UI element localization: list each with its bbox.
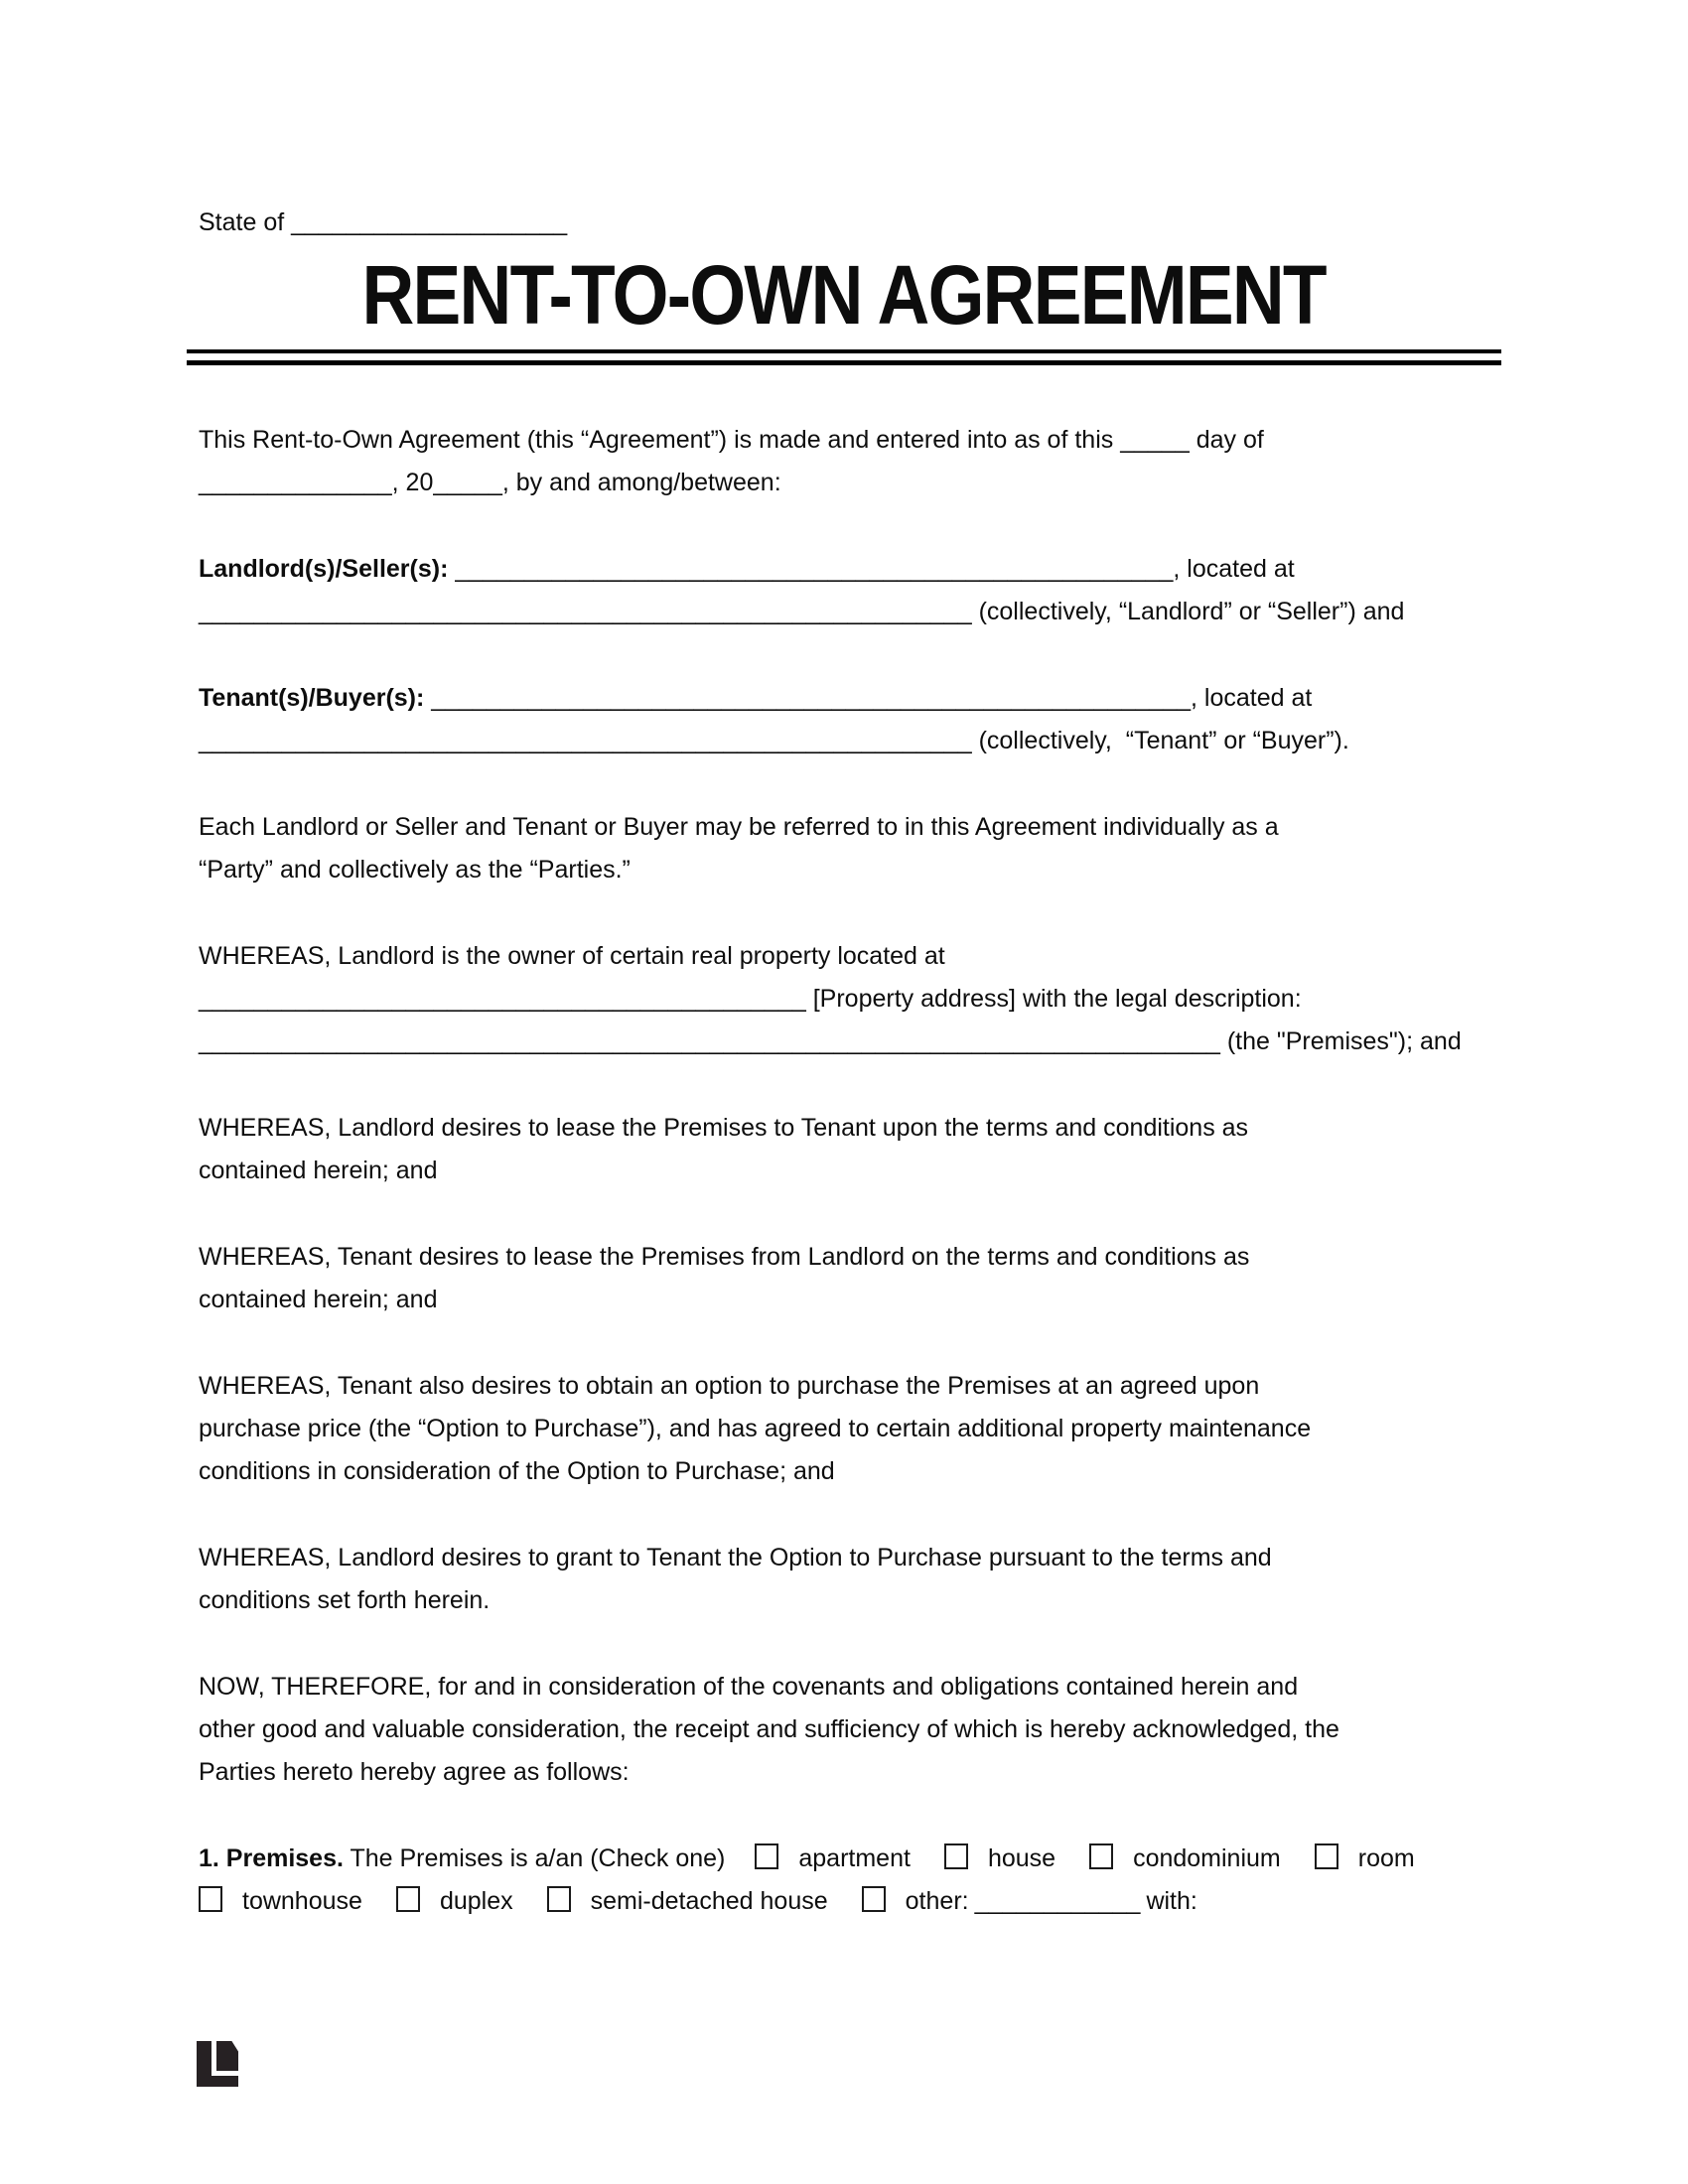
option-house (944, 1844, 1055, 1872)
now-therefore-line-1: NOW, THEREFORE, for and in consideration of the covenants and obligations contained herein and (199, 1673, 1299, 1701)
tenant-address-blank-field[interactable]: ________________________________________________________ (199, 727, 972, 754)
tenant-line-1 (199, 677, 1489, 720)
checkbox-room-icon[interactable] (1315, 1843, 1338, 1869)
whereas-option-line-1: WHEREAS, Tenant also desires to obtain an option to purchase the Premises at an agreed upon (199, 1372, 1260, 1400)
checkbox-condominium-icon[interactable] (1089, 1843, 1113, 1869)
landlord-located-text: , located at (1173, 555, 1295, 583)
option-condominium-label: condominium (1133, 1844, 1281, 1872)
premises-line-1 (199, 1838, 1489, 1880)
document-title-text: RENT-TO-OWN AGREEMENT (361, 248, 1327, 341)
premises-line-2 (199, 1880, 1489, 1923)
landlord-address-blank-field[interactable]: ________________________________________________________ (199, 598, 972, 625)
legal-templates-logo (197, 2041, 238, 2087)
title-rule (187, 349, 1501, 365)
month-blank-field[interactable]: ______________ (199, 469, 392, 496)
parties-line-2: “Party” and collectively as the “Parties.” (199, 856, 631, 884)
option-duplex-label: duplex (439, 1887, 513, 1915)
whereas-landlord-lease-line-2: contained herein; and (199, 1157, 438, 1184)
now-therefore-line-2: other good and valuable consideration, the receipt and sufficiency of which is hereby acknowledged, the (199, 1715, 1339, 1743)
tenant-paragraph (199, 677, 1489, 762)
option-duplex (396, 1887, 513, 1915)
legal-description-blank-field[interactable]: __________________________________________________________________________ (199, 1027, 1220, 1055)
option-room (1315, 1844, 1415, 1872)
whereas-grant-line-1: WHEREAS, Landlord desires to grant to Tenant the Option to Purchase pursuant to the terms and (199, 1544, 1272, 1571)
option-room-label: room (1357, 1844, 1415, 1872)
whereas-tenant-lease-line-1: WHEREAS, Tenant desires to lease the Premises from Landlord on the terms and conditions as (199, 1243, 1250, 1271)
intro-text: This Rent-to-Own Agreement (this “Agreement”) is made and entered into as of this (199, 426, 1114, 454)
landlord-paragraph (199, 548, 1489, 633)
premises-heading: 1. Premises. (199, 1844, 344, 1872)
tenant-line-2 (199, 720, 1489, 762)
option-other (862, 1887, 1197, 1915)
whereas-option-paragraph (199, 1365, 1489, 1493)
state-of-line (199, 0, 1489, 240)
option-apartment (755, 1844, 911, 1872)
premises-lead-text: The Premises is a/an (Check one) (350, 1844, 726, 1872)
checkbox-duplex-icon[interactable] (396, 1886, 420, 1912)
option-apartment-label: apartment (798, 1844, 911, 1872)
checkbox-other-icon[interactable] (862, 1886, 886, 1912)
intro-paragraph (199, 419, 1489, 504)
state-blank-field[interactable]: ____________________ (291, 208, 568, 236)
option-townhouse (199, 1887, 362, 1915)
option-semi-detached-label: semi-detached house (590, 1887, 828, 1915)
whereas-tenant-lease-paragraph (199, 1236, 1489, 1321)
tenant-located-text: , located at (1191, 684, 1313, 712)
whereas-property-line-1: WHEREAS, Landlord is the owner of certain real property located at (199, 942, 945, 970)
parties-definition-paragraph (199, 806, 1489, 891)
day-blank-field[interactable]: _____ (1120, 426, 1190, 454)
whereas-landlord-lease-line-1: WHEREAS, Landlord desires to lease the Premises to Tenant upon the terms and conditions as (199, 1114, 1249, 1142)
whereas-tenant-lease-line-2: contained herein; and (199, 1286, 438, 1313)
option-house-label: house (987, 1844, 1056, 1872)
checkbox-townhouse-icon[interactable] (199, 1886, 222, 1912)
state-label: State of (199, 208, 285, 236)
tenant-name-blank-field[interactable]: _______________________________________________________ (431, 684, 1192, 712)
whereas-option-line-2: purchase price (the “Option to Purchase”), and has agreed to certain additional property maintenance (199, 1415, 1312, 1442)
intro-line-1 (199, 419, 1489, 462)
intro-text-3: , by and among/between: (501, 469, 781, 496)
other-blank-field[interactable]: ____________ (974, 1887, 1141, 1915)
premises-defined-text: (the "Premises"); and (1226, 1027, 1462, 1055)
landlord-line-1 (199, 548, 1489, 591)
option-other-label: other: (905, 1887, 969, 1915)
document-title (199, 250, 1489, 340)
premises-section (199, 1838, 1489, 1923)
property-address-text: [Property address] with the legal description: (812, 985, 1302, 1013)
tenant-label: Tenant(s)/Buyer(s): (199, 684, 425, 712)
whereas-property-line-3 (199, 1021, 1489, 1063)
whereas-grant-paragraph (199, 1537, 1489, 1622)
landlord-name-blank-field[interactable]: ____________________________________________________ (455, 555, 1174, 583)
whereas-property-line-2 (199, 978, 1489, 1021)
property-address-blank-field[interactable]: ____________________________________________ (199, 985, 806, 1013)
intro-line-2 (199, 462, 1489, 504)
now-therefore-paragraph (199, 1666, 1489, 1794)
now-therefore-line-3: Parties hereto hereby agree as follows: (199, 1758, 630, 1786)
landlord-label: Landlord(s)/Seller(s): (199, 555, 449, 583)
premises-tail-text: with: (1146, 1887, 1197, 1915)
whereas-option-line-3: conditions in consideration of the Option to Purchase; and (199, 1457, 835, 1485)
year-blank-field[interactable]: _____ (433, 469, 502, 496)
whereas-grant-line-2: conditions set forth herein. (199, 1586, 491, 1614)
checkbox-semi-detached-icon[interactable] (547, 1886, 571, 1912)
year-prefix: , 20 (391, 469, 434, 496)
option-condominium (1089, 1844, 1281, 1872)
checkbox-house-icon[interactable] (944, 1843, 968, 1869)
parties-line-1: Each Landlord or Seller and Tenant or Buyer may be referred to in this Agreement individually as a (199, 813, 1279, 841)
checkbox-apartment-icon[interactable] (755, 1843, 778, 1869)
whereas-landlord-lease-paragraph (199, 1107, 1489, 1192)
tenant-collectively-text: (collectively, “Tenant” or “Buyer”). (978, 727, 1349, 754)
landlord-collectively-text: (collectively, “Landlord” or “Seller”) and (978, 598, 1405, 625)
whereas-property-paragraph (199, 935, 1489, 1063)
intro-text-2: day of (1196, 426, 1264, 454)
option-townhouse-label: townhouse (242, 1887, 362, 1915)
landlord-line-2 (199, 591, 1489, 633)
option-semi-detached (547, 1887, 828, 1915)
